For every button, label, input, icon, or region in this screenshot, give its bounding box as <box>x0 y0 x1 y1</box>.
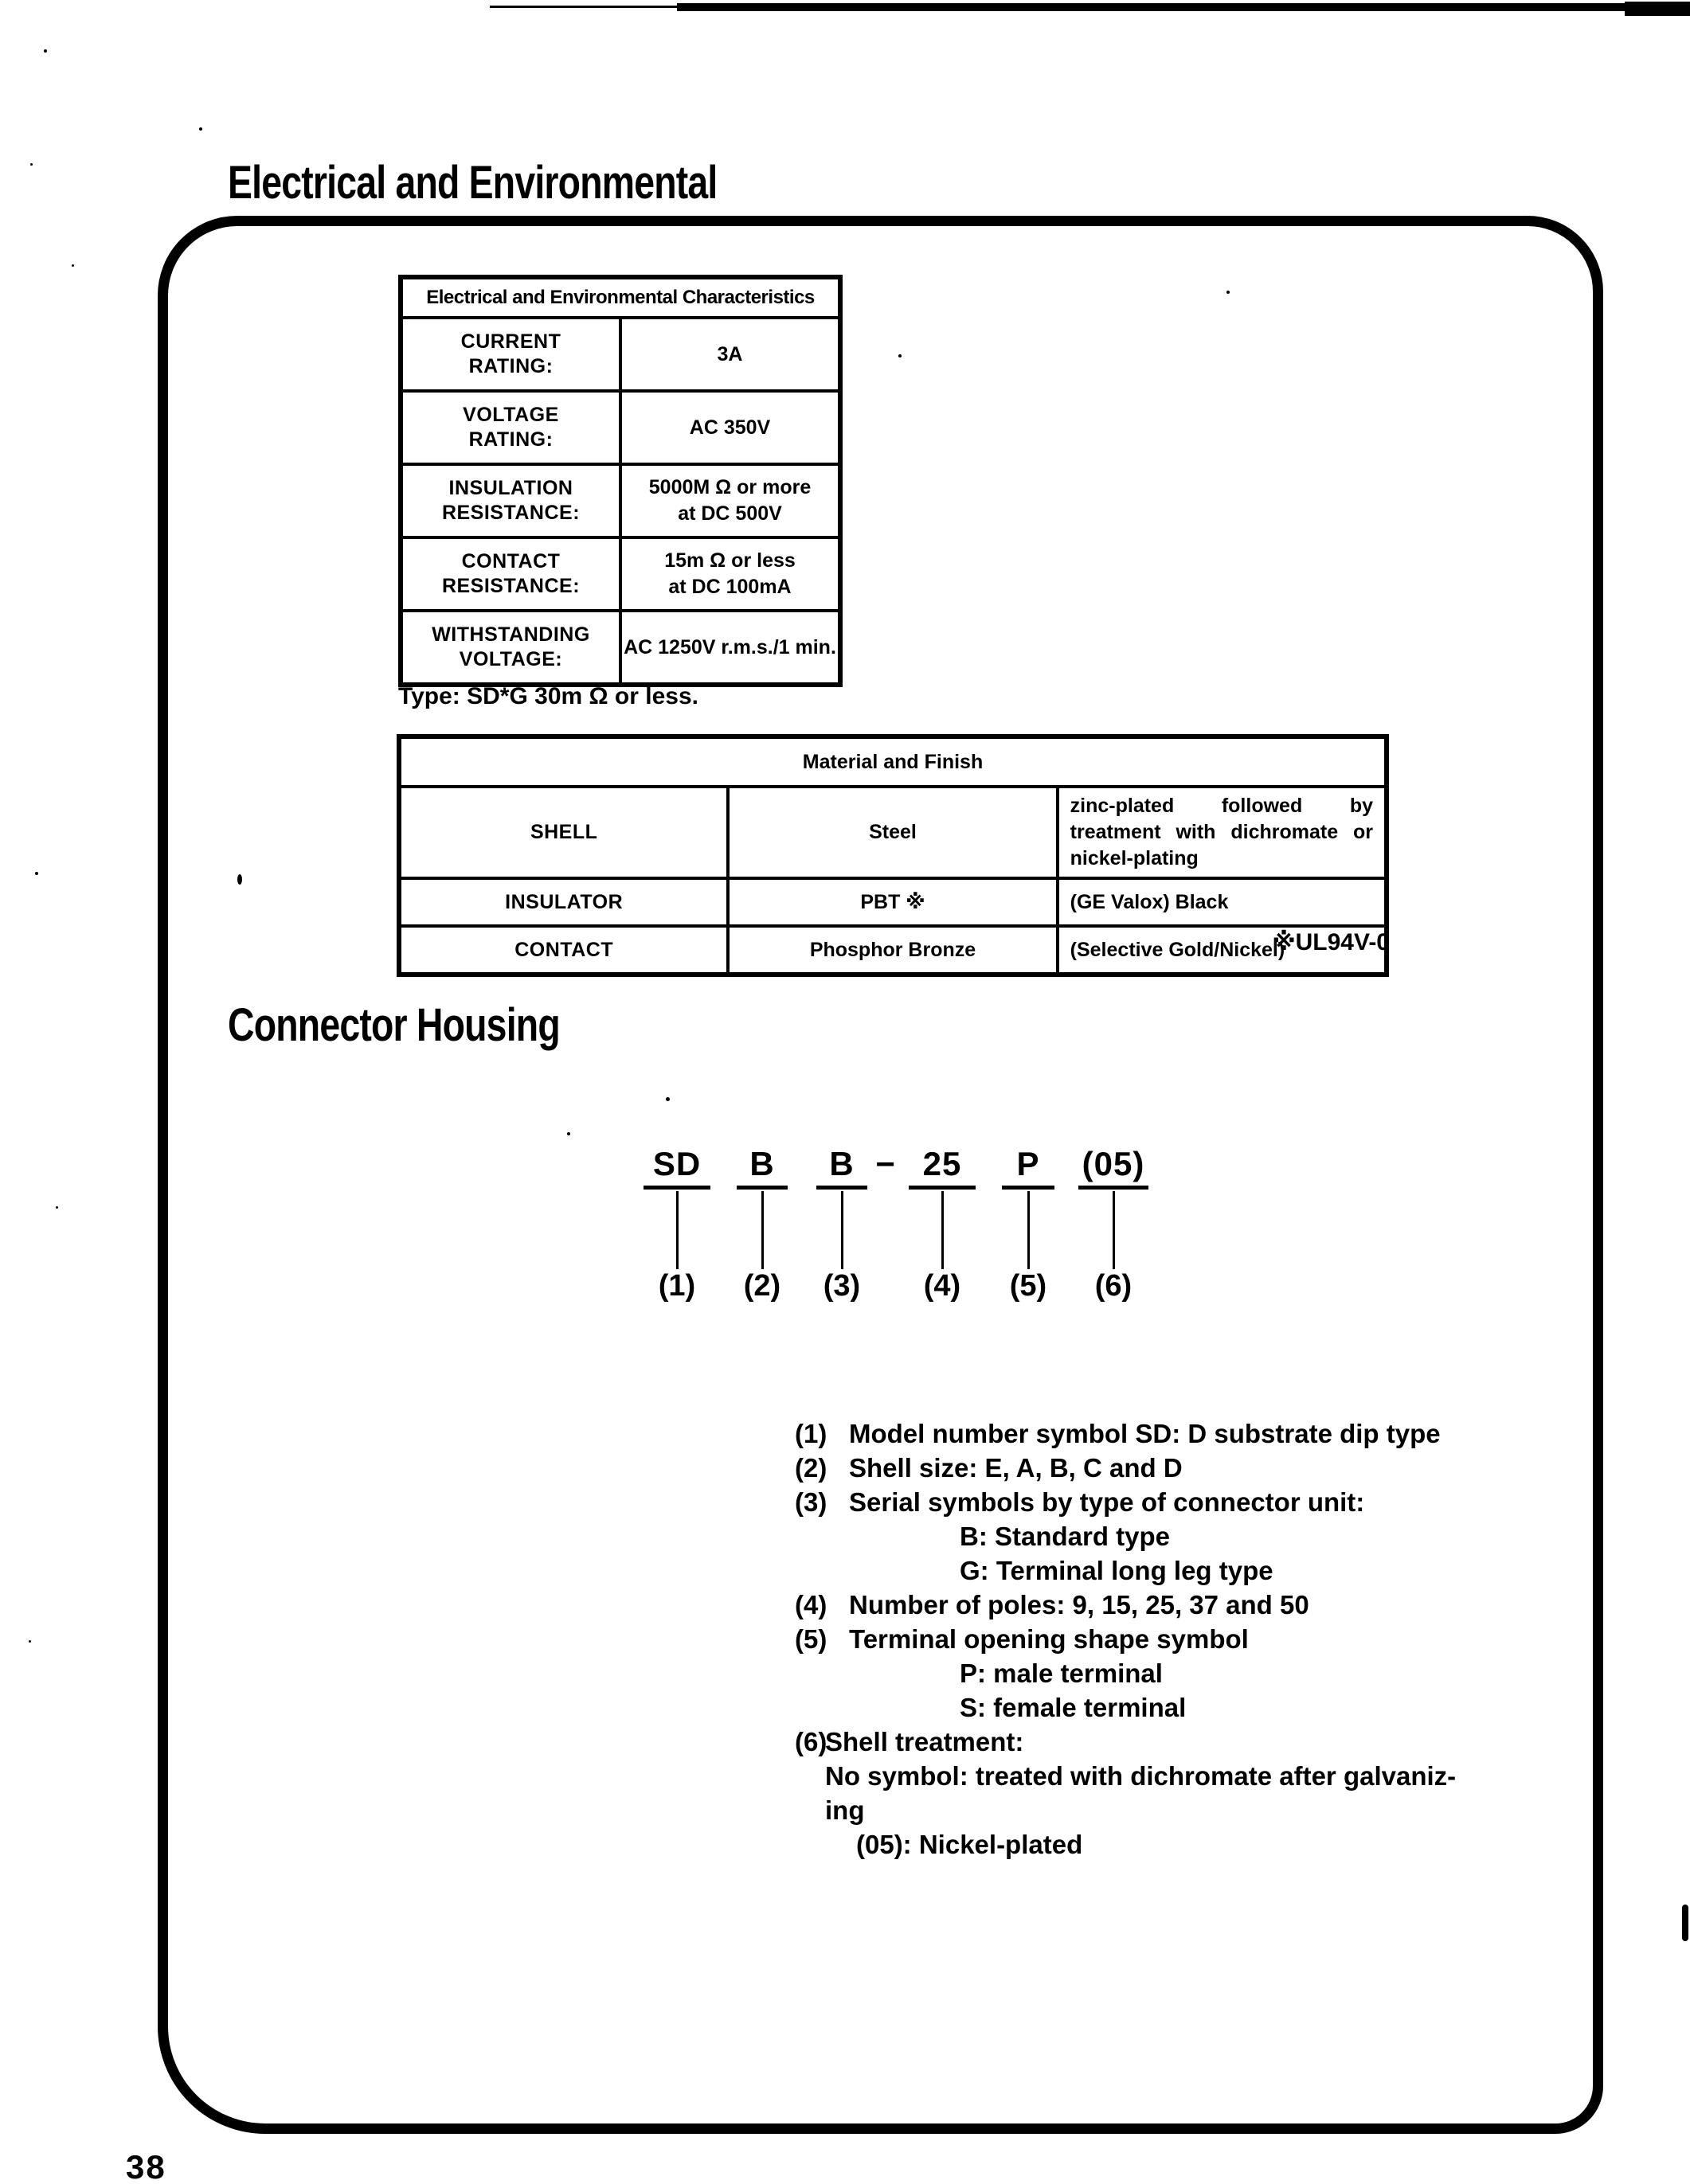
scan-speck <box>56 1206 58 1209</box>
legend-marker: (2) <box>795 1453 827 1483</box>
legend-marker: (4) <box>795 1590 827 1619</box>
legend-text: (05): Nickel-plated <box>856 1830 1083 1859</box>
segment-underline <box>1002 1186 1054 1190</box>
segment-index-label: (5) <box>1009 1269 1047 1303</box>
mat-row-part: SHELL <box>399 787 728 878</box>
char-row-label: VOLTAGE RATING: <box>401 391 620 464</box>
char-table-header-row <box>401 277 840 318</box>
scan-speck <box>35 872 38 875</box>
legend-text: B: Standard type <box>960 1522 1171 1551</box>
legend-text: No symbol: treated with dichromate after galvaniz- <box>825 1761 1457 1791</box>
part-number-legend <box>0 1416 1690 1862</box>
type-note: Type: SD*G 30m Ω or less. <box>398 683 698 709</box>
part-number-segment: B <box>829 1145 855 1182</box>
legend-text: Shell size: E, A, B, C and D <box>849 1453 1183 1483</box>
mat-table-title: Material and Finish <box>399 736 1387 787</box>
legend-text: S: female terminal <box>960 1693 1187 1722</box>
segment-underline <box>816 1186 867 1190</box>
segment-underline <box>909 1186 976 1190</box>
legend-text: Serial symbols by type of connector unit: <box>849 1487 1365 1517</box>
mat-row-finish: (Selective Gold/Nickel) <box>1058 926 1387 975</box>
char-table-row <box>401 318 840 391</box>
part-number-segment: B <box>749 1145 775 1182</box>
legend-row <box>0 1690 1690 1725</box>
mat-row-material: PBT ※ <box>728 878 1057 926</box>
legend-row <box>0 1588 1690 1622</box>
legend-row <box>0 1759 1690 1793</box>
scan-speck <box>30 163 33 166</box>
legend-row <box>0 1656 1690 1690</box>
scan-speck <box>199 127 202 131</box>
segment-leader-line <box>761 1191 764 1269</box>
segment-underline <box>737 1186 788 1190</box>
mat-table-header-row <box>399 736 1387 787</box>
legend-text: ing <box>825 1795 865 1825</box>
char-table-row <box>401 391 840 464</box>
section-heading-electrical: Electrical and Environmental <box>228 157 718 209</box>
segment-index-label: (4) <box>923 1269 961 1303</box>
part-number-segment: (05) <box>1082 1145 1145 1182</box>
segment-leader-line <box>1113 1191 1115 1269</box>
legend-text: Number of poles: 9, 15, 25, 37 and 50 <box>849 1590 1309 1619</box>
legend-marker: (6) <box>795 1727 827 1756</box>
legend-row <box>0 1485 1690 1519</box>
char-table-row <box>401 464 840 537</box>
segment-underline <box>1078 1186 1148 1190</box>
scan-speck <box>44 49 47 53</box>
segment-leader-line <box>941 1191 944 1269</box>
char-row-value: AC 1250V r.m.s./1 min. <box>620 611 840 685</box>
char-row-label: CURRENT RATING: <box>401 318 620 391</box>
char-row-value: 3A <box>620 318 840 391</box>
legend-text: G: Terminal long leg type <box>960 1556 1273 1585</box>
part-number-segment: SD <box>652 1145 702 1182</box>
legend-row <box>0 1793 1690 1827</box>
part-number-segment: 25 <box>922 1145 962 1182</box>
legend-row <box>0 1622 1690 1656</box>
legend-marker: (1) <box>795 1419 827 1448</box>
segment-leader-line <box>841 1191 843 1269</box>
legend-marker: (5) <box>795 1624 827 1654</box>
legend-row <box>0 1416 1690 1451</box>
char-row-label: INSULATION RESISTANCE: <box>401 464 620 537</box>
legend-marker: (3) <box>795 1487 827 1517</box>
scan-artifact-top-line <box>677 3 1690 11</box>
mat-row-material: Phosphor Bronze <box>728 926 1057 975</box>
scan-artifact-top-right <box>1625 2 1690 16</box>
legend-text: Model number symbol SD: D substrate dip type <box>849 1419 1441 1448</box>
legend-row <box>0 1827 1690 1862</box>
char-row-value: AC 350V <box>620 391 840 464</box>
legend-row <box>0 1451 1690 1485</box>
char-table-row <box>401 611 840 685</box>
char-row-value: 5000M Ω or more at DC 500V <box>620 464 840 537</box>
segment-index-label: (2) <box>743 1269 781 1303</box>
mat-table-row <box>399 787 1387 878</box>
segment-index-label: (3) <box>823 1269 861 1303</box>
segment-index-label: (6) <box>1094 1269 1133 1303</box>
scan-artifact-right-edge <box>1682 1905 1688 1941</box>
mat-row-material: Steel <box>728 787 1057 878</box>
segment-leader-line <box>676 1191 679 1269</box>
segment-leader-line <box>1027 1191 1030 1269</box>
legend-text: Terminal opening shape symbol <box>849 1624 1249 1654</box>
char-row-label: WITHSTANDING VOLTAGE: <box>401 611 620 685</box>
char-row-label: CONTACT RESISTANCE: <box>401 537 620 611</box>
segment-index-label: (1) <box>658 1269 696 1303</box>
ul-rating-footnote: ※UL94V-0 <box>1272 929 1390 955</box>
mat-table-row <box>399 878 1387 926</box>
mat-row-finish: zinc-plated followed by treatment with dichromate or nickel-plating <box>1058 787 1387 878</box>
char-row-value: 15m Ω or less at DC 100mA <box>620 537 840 611</box>
section-heading-connector-housing: Connector Housing <box>228 999 560 1051</box>
scan-speck <box>72 264 74 267</box>
char-table-title: Electrical and Environmental Characteristics <box>401 277 840 318</box>
part-number-segment: − <box>875 1145 896 1182</box>
legend-row <box>0 1553 1690 1588</box>
char-table-row <box>401 537 840 611</box>
part-number-segment: P <box>1016 1145 1040 1182</box>
electrical-characteristics-table <box>398 275 843 687</box>
mat-row-part: CONTACT <box>399 926 728 975</box>
legend-text: P: male terminal <box>960 1659 1163 1688</box>
mat-row-part: INSULATOR <box>399 878 728 926</box>
legend-row <box>0 1519 1690 1553</box>
page-number: 38 <box>126 2148 166 2184</box>
segment-underline <box>644 1186 710 1190</box>
legend-text: Shell treatment: <box>825 1727 1024 1756</box>
mat-row-finish: (GE Valox) Black <box>1058 878 1387 926</box>
legend-row <box>0 1725 1690 1759</box>
